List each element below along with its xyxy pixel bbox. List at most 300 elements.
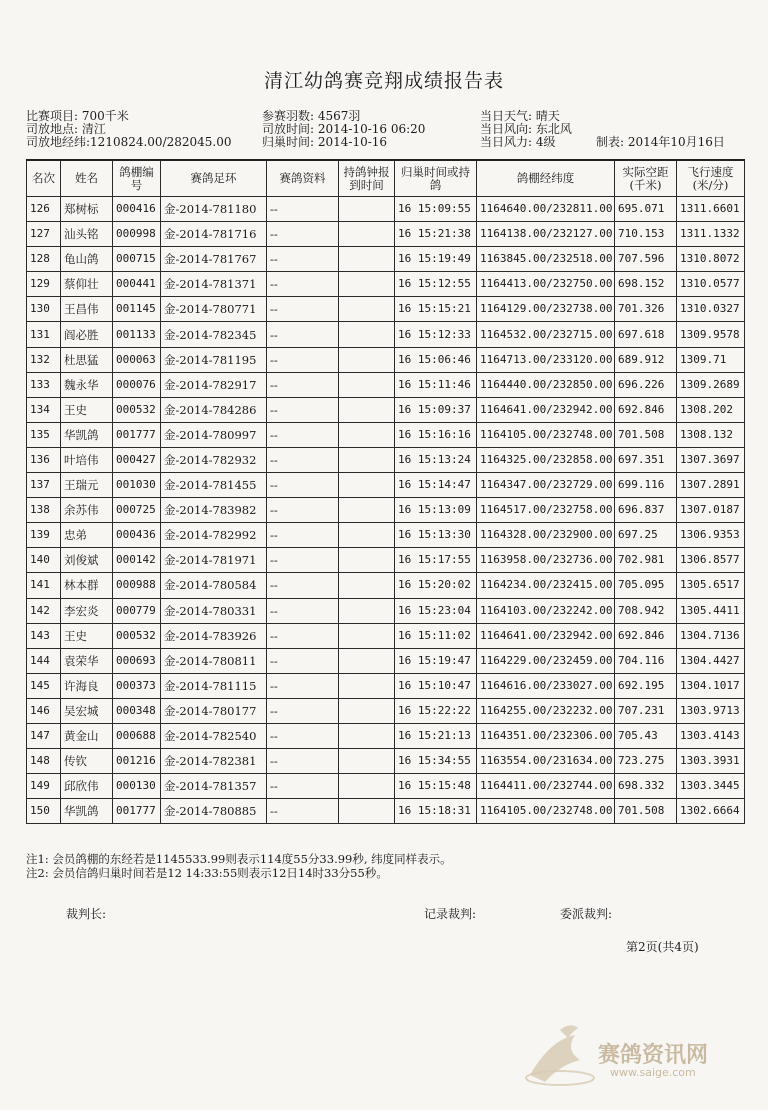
cell-info: --: [267, 473, 339, 498]
cell-info: --: [267, 749, 339, 774]
table-row: [27, 347, 745, 372]
cell-info: --: [267, 447, 339, 472]
cell-name: 阎必胜: [61, 322, 113, 347]
cell-ring: 金-2014-781180: [161, 197, 267, 222]
cell-ring: 金-2014-781115: [161, 673, 267, 698]
cell-speed: 1311.6601: [677, 197, 745, 222]
cell-rank: 127: [27, 222, 61, 247]
cell-return-time: 16 15:21:13: [395, 723, 477, 748]
cell-speed: 1310.8072: [677, 247, 745, 272]
cell-coords: 1164641.00/232942.00: [477, 623, 615, 648]
cell-rank: 150: [27, 799, 61, 824]
cell-rank: 132: [27, 347, 61, 372]
cell-loft-id: 000441: [113, 272, 161, 297]
cell-distance: 701.508: [615, 799, 677, 824]
cell-clock-time: [339, 272, 395, 297]
cell-name: 郑树标: [61, 197, 113, 222]
table-row: [27, 698, 745, 723]
cell-speed: 1307.0187: [677, 498, 745, 523]
table-row: [27, 799, 745, 824]
cell-clock-time: [339, 222, 395, 247]
cell-name: 余苏伟: [61, 498, 113, 523]
cell-distance: 698.332: [615, 774, 677, 799]
cell-speed: 1304.4427: [677, 648, 745, 673]
cell-speed: 1305.4411: [677, 598, 745, 623]
pigeon-logo-icon: [520, 1020, 600, 1090]
cell-ring: 金-2014-784286: [161, 397, 267, 422]
table-row: [27, 297, 745, 322]
cell-return-time: 16 15:11:02: [395, 623, 477, 648]
cell-clock-time: [339, 573, 395, 598]
cell-return-time: 16 15:17:55: [395, 548, 477, 573]
cell-loft-id: 000532: [113, 623, 161, 648]
cell-return-time: 16 15:34:55: [395, 749, 477, 774]
cell-rank: 135: [27, 422, 61, 447]
cell-speed: 1307.2891: [677, 473, 745, 498]
cell-distance: 689.912: [615, 347, 677, 372]
cell-coords: 1164229.00/232459.00: [477, 648, 615, 673]
cell-distance: 702.981: [615, 548, 677, 573]
report-title: 清江幼鸽赛竞翔成绩报告表: [263, 70, 504, 92]
cell-clock-time: [339, 698, 395, 723]
release-coords-label: 司放地经纬:1210824.00/282045.00: [26, 135, 232, 149]
cell-ring: 金-2014-781971: [161, 548, 267, 573]
cell-info: --: [267, 372, 339, 397]
chief-judge-label: 裁判长:: [66, 907, 107, 921]
cell-speed: 1303.4143: [677, 723, 745, 748]
cell-ring: 金-2014-780885: [161, 799, 267, 824]
cell-speed: 1311.1332: [677, 222, 745, 247]
cell-return-time: 16 15:12:33: [395, 322, 477, 347]
table-row: [27, 247, 745, 272]
cell-clock-time: [339, 799, 395, 824]
cell-info: --: [267, 322, 339, 347]
cell-return-time: 16 15:19:49: [395, 247, 477, 272]
cell-loft-id: 000142: [113, 548, 161, 573]
cell-loft-id: 001216: [113, 749, 161, 774]
cell-rank: 141: [27, 573, 61, 598]
header-loft-id: 鸽棚编号: [113, 160, 161, 197]
cell-clock-time: [339, 372, 395, 397]
cell-info: --: [267, 347, 339, 372]
cell-coords: 1163554.00/231634.00: [477, 749, 615, 774]
cell-name: 刘俊斌: [61, 548, 113, 573]
cell-return-time: 16 15:13:09: [395, 498, 477, 523]
header-return-time: 归巢时间或持鸽: [395, 160, 477, 197]
cell-speed: 1307.3697: [677, 447, 745, 472]
cell-info: --: [267, 573, 339, 598]
recording-judge-label: 记录裁判:: [424, 907, 477, 921]
cell-distance: 697.25: [615, 523, 677, 548]
cell-loft-id: 001133: [113, 322, 161, 347]
cell-return-time: 16 15:15:48: [395, 774, 477, 799]
table-row: [27, 623, 745, 648]
release-place-label: 司放地点: 清江: [26, 122, 106, 136]
cell-rank: 129: [27, 272, 61, 297]
cell-rank: 139: [27, 523, 61, 548]
cell-clock-time: [339, 723, 395, 748]
table-row: [27, 749, 745, 774]
cell-coords: 1163845.00/232518.00: [477, 247, 615, 272]
cell-ring: 金-2014-781455: [161, 473, 267, 498]
delegated-judge-label: 委派裁判:: [560, 907, 613, 921]
cell-ring: 金-2014-780331: [161, 598, 267, 623]
cell-clock-time: [339, 397, 395, 422]
cell-speed: 1308.132: [677, 422, 745, 447]
event-label: 比赛项目: 700千米: [26, 109, 129, 123]
header-clock-time: 持鸽钟报到时间: [339, 160, 395, 197]
cell-loft-id: 000427: [113, 447, 161, 472]
cell-speed: 1310.0327: [677, 297, 745, 322]
cell-ring: 金-2014-782540: [161, 723, 267, 748]
cell-return-time: 16 15:23:04: [395, 598, 477, 623]
cell-loft-id: 000063: [113, 347, 161, 372]
cell-ring: 金-2014-780811: [161, 648, 267, 673]
cell-coords: 1164234.00/232415.00: [477, 573, 615, 598]
cell-rank: 147: [27, 723, 61, 748]
entries-label: 参赛羽数: 4567羽: [262, 109, 361, 123]
return-time-label: 归巢时间: 2014-10-16: [262, 135, 388, 149]
cell-loft-id: 000130: [113, 774, 161, 799]
header-speed: 飞行速度(米/分): [677, 160, 745, 197]
cell-coords: 1164641.00/232942.00: [477, 397, 615, 422]
table-row: [27, 498, 745, 523]
cell-distance: 696.226: [615, 372, 677, 397]
table-row: [27, 473, 745, 498]
cell-ring: 金-2014-781357: [161, 774, 267, 799]
cell-speed: 1308.202: [677, 397, 745, 422]
cell-return-time: 16 15:14:47: [395, 473, 477, 498]
cell-ring: 金-2014-782992: [161, 523, 267, 548]
cell-clock-time: [339, 247, 395, 272]
cell-loft-id: 000998: [113, 222, 161, 247]
cell-rank: 126: [27, 197, 61, 222]
cell-loft-id: 000725: [113, 498, 161, 523]
cell-return-time: 16 15:11:46: [395, 372, 477, 397]
cell-ring: 金-2014-782932: [161, 447, 267, 472]
cell-clock-time: [339, 473, 395, 498]
table-row: [27, 774, 745, 799]
table-row: [27, 397, 745, 422]
cell-distance: 699.116: [615, 473, 677, 498]
header-rank: 名次: [27, 160, 61, 197]
cell-info: --: [267, 297, 339, 322]
cell-rank: 134: [27, 397, 61, 422]
release-time-label: 司放时间: 2014-10-16 06:20: [262, 122, 426, 136]
cell-speed: 1310.0577: [677, 272, 745, 297]
cell-clock-time: [339, 598, 395, 623]
header-info: 赛鸽资料: [267, 160, 339, 197]
cell-distance: 710.153: [615, 222, 677, 247]
cell-speed: 1303.3931: [677, 749, 745, 774]
cell-coords: 1164440.00/232850.00: [477, 372, 615, 397]
table-row: [27, 548, 745, 573]
cell-distance: 697.618: [615, 322, 677, 347]
cell-name: 黄金山: [61, 723, 113, 748]
cell-loft-id: 000988: [113, 573, 161, 598]
table-row: [27, 598, 745, 623]
cell-info: --: [267, 498, 339, 523]
cell-rank: 146: [27, 698, 61, 723]
cell-return-time: 16 15:13:24: [395, 447, 477, 472]
cell-ring: 金-2014-780584: [161, 573, 267, 598]
cell-ring: 金-2014-783982: [161, 498, 267, 523]
cell-rank: 130: [27, 297, 61, 322]
cell-ring: 金-2014-783926: [161, 623, 267, 648]
cell-info: --: [267, 222, 339, 247]
cell-speed: 1302.6664: [677, 799, 745, 824]
cell-distance: 723.275: [615, 749, 677, 774]
cell-info: --: [267, 648, 339, 673]
cell-rank: 128: [27, 247, 61, 272]
cell-coords: 1164255.00/232232.00: [477, 698, 615, 723]
cell-rank: 143: [27, 623, 61, 648]
cell-coords: 1164347.00/232729.00: [477, 473, 615, 498]
cell-name: 龟山鸽: [61, 247, 113, 272]
cell-loft-id: 000715: [113, 247, 161, 272]
cell-info: --: [267, 698, 339, 723]
cell-loft-id: 000416: [113, 197, 161, 222]
cell-distance: 692.195: [615, 673, 677, 698]
cell-rank: 142: [27, 598, 61, 623]
weather-label: 当日天气: 晴天: [480, 109, 560, 123]
header-distance: 实际空距(千米): [615, 160, 677, 197]
cell-name: 袁荣华: [61, 648, 113, 673]
cell-speed: 1306.9353: [677, 523, 745, 548]
cell-rank: 144: [27, 648, 61, 673]
cell-name: 杜思猛: [61, 347, 113, 372]
cell-loft-id: 000373: [113, 673, 161, 698]
cell-ring: 金-2014-782345: [161, 322, 267, 347]
cell-return-time: 16 15:09:55: [395, 197, 477, 222]
table-row: [27, 723, 745, 748]
cell-clock-time: [339, 623, 395, 648]
cell-coords: 1164325.00/232858.00: [477, 447, 615, 472]
cell-loft-id: 000436: [113, 523, 161, 548]
cell-return-time: 16 15:10:47: [395, 673, 477, 698]
wind-direction-label: 当日风向: 东北风: [480, 122, 572, 136]
cell-coords: 1164105.00/232748.00: [477, 799, 615, 824]
cell-clock-time: [339, 673, 395, 698]
cell-clock-time: [339, 422, 395, 447]
cell-distance: 705.095: [615, 573, 677, 598]
footnote-2: 注2: 会员信鸽归巢时间若是12 14:33:55则表示12日14时33分55秒。: [26, 866, 388, 880]
cell-name: 王瑞元: [61, 473, 113, 498]
watermark-title: 赛鸽资讯网: [598, 1043, 709, 1068]
cell-speed: 1303.9713: [677, 698, 745, 723]
table-row: [27, 648, 745, 673]
cell-name: 魏永华: [61, 372, 113, 397]
cell-distance: 701.508: [615, 422, 677, 447]
cell-clock-time: [339, 322, 395, 347]
table-row: [27, 272, 745, 297]
cell-info: --: [267, 523, 339, 548]
cell-coords: 1164103.00/232242.00: [477, 598, 615, 623]
cell-clock-time: [339, 648, 395, 673]
table-row: [27, 222, 745, 247]
cell-speed: 1304.1017: [677, 673, 745, 698]
cell-ring: 金-2014-780177: [161, 698, 267, 723]
cell-coords: 1164616.00/233027.00: [477, 673, 615, 698]
cell-speed: 1305.6517: [677, 573, 745, 598]
table-row: [27, 523, 745, 548]
cell-name: 许海良: [61, 673, 113, 698]
footnotes: [26, 852, 452, 880]
cell-distance: 704.116: [615, 648, 677, 673]
cell-ring: 金-2014-782381: [161, 749, 267, 774]
cell-rank: 136: [27, 447, 61, 472]
cell-speed: 1309.9578: [677, 322, 745, 347]
footnote-1: 注1: 会员鸽棚的东经若是1145533.99则表示114度55分33.99秒, 纬度同样表示。: [26, 852, 452, 866]
cell-info: --: [267, 598, 339, 623]
cell-rank: 138: [27, 498, 61, 523]
cell-coords: 1164413.00/232750.00: [477, 272, 615, 297]
cell-clock-time: [339, 498, 395, 523]
table-header-row: [27, 160, 745, 197]
cell-rank: 131: [27, 322, 61, 347]
table-row: [27, 573, 745, 598]
cell-clock-time: [339, 447, 395, 472]
cell-ring: 金-2014-781767: [161, 247, 267, 272]
cell-ring: 金-2014-780997: [161, 422, 267, 447]
cell-return-time: 16 15:16:16: [395, 422, 477, 447]
cell-distance: 692.846: [615, 397, 677, 422]
cell-clock-time: [339, 197, 395, 222]
cell-name: 蔡仰壮: [61, 272, 113, 297]
cell-coords: 1164129.00/232738.00: [477, 297, 615, 322]
cell-loft-id: 000779: [113, 598, 161, 623]
cell-coords: 1164105.00/232748.00: [477, 422, 615, 447]
cell-name: 传钦: [61, 749, 113, 774]
cell-distance: 698.152: [615, 272, 677, 297]
page-number: 第2页(共4页): [626, 940, 699, 954]
cell-name: 吴宏城: [61, 698, 113, 723]
table-row: [27, 673, 745, 698]
cell-info: --: [267, 247, 339, 272]
cell-name: 忠弟: [61, 523, 113, 548]
cell-name: 李宏炎: [61, 598, 113, 623]
cell-loft-id: 001145: [113, 297, 161, 322]
cell-info: --: [267, 623, 339, 648]
cell-rank: 148: [27, 749, 61, 774]
cell-loft-id: 000348: [113, 698, 161, 723]
cell-ring: 金-2014-782917: [161, 372, 267, 397]
cell-distance: 692.846: [615, 623, 677, 648]
cell-speed: 1304.7136: [677, 623, 745, 648]
cell-speed: 1306.8577: [677, 548, 745, 573]
cell-distance: 707.596: [615, 247, 677, 272]
cell-coords: 1164411.00/232744.00: [477, 774, 615, 799]
cell-return-time: 16 15:22:22: [395, 698, 477, 723]
watermark: [520, 1020, 730, 1090]
cell-return-time: 16 15:19:47: [395, 648, 477, 673]
cell-info: --: [267, 422, 339, 447]
cell-rank: 149: [27, 774, 61, 799]
cell-distance: 708.942: [615, 598, 677, 623]
cell-name: 叶培伟: [61, 447, 113, 472]
cell-return-time: 16 15:09:37: [395, 397, 477, 422]
header-coords: 鸽棚经纬度: [477, 160, 615, 197]
cell-speed: 1303.3445: [677, 774, 745, 799]
cell-ring: 金-2014-781371: [161, 272, 267, 297]
cell-return-time: 16 15:21:38: [395, 222, 477, 247]
cell-coords: 1164351.00/232306.00: [477, 723, 615, 748]
cell-rank: 133: [27, 372, 61, 397]
cell-name: 王史: [61, 397, 113, 422]
cell-info: --: [267, 673, 339, 698]
cell-distance: 707.231: [615, 698, 677, 723]
cell-coords: 1164138.00/232127.00: [477, 222, 615, 247]
cell-return-time: 16 15:20:02: [395, 573, 477, 598]
cell-return-time: 16 15:18:31: [395, 799, 477, 824]
cell-coords: 1164713.00/233120.00: [477, 347, 615, 372]
cell-distance: 695.071: [615, 197, 677, 222]
cell-loft-id: 000688: [113, 723, 161, 748]
cell-speed: 1309.71: [677, 347, 745, 372]
cell-clock-time: [339, 297, 395, 322]
cell-clock-time: [339, 347, 395, 372]
cell-name: 汕头铭: [61, 222, 113, 247]
cell-clock-time: [339, 774, 395, 799]
cell-info: --: [267, 197, 339, 222]
cell-info: --: [267, 272, 339, 297]
cell-ring: 金-2014-781716: [161, 222, 267, 247]
cell-coords: 1163958.00/232736.00: [477, 548, 615, 573]
table-row: [27, 197, 745, 222]
cell-info: --: [267, 548, 339, 573]
cell-loft-id: 000693: [113, 648, 161, 673]
cell-clock-time: [339, 523, 395, 548]
cell-info: --: [267, 723, 339, 748]
cell-rank: 145: [27, 673, 61, 698]
table-row: [27, 447, 745, 472]
cell-info: --: [267, 799, 339, 824]
cell-info: --: [267, 397, 339, 422]
cell-loft-id: 001777: [113, 799, 161, 824]
header-ring: 赛鸽足环: [161, 160, 267, 197]
cell-name: 华凯鸽: [61, 422, 113, 447]
cell-name: 华凯鸽: [61, 799, 113, 824]
cell-name: 王史: [61, 623, 113, 648]
cell-coords: 1164532.00/232715.00: [477, 322, 615, 347]
cell-info: --: [267, 774, 339, 799]
cell-rank: 140: [27, 548, 61, 573]
cell-ring: 金-2014-781195: [161, 347, 267, 372]
cell-clock-time: [339, 548, 395, 573]
cell-distance: 696.837: [615, 498, 677, 523]
cell-return-time: 16 15:12:55: [395, 272, 477, 297]
table-row: [27, 322, 745, 347]
cell-rank: 137: [27, 473, 61, 498]
cell-loft-id: 001777: [113, 422, 161, 447]
cell-ring: 金-2014-780771: [161, 297, 267, 322]
cell-return-time: 16 15:15:21: [395, 297, 477, 322]
cell-name: 林本群: [61, 573, 113, 598]
cell-distance: 697.351: [615, 447, 677, 472]
table-row: [27, 422, 745, 447]
cell-speed: 1309.2689: [677, 372, 745, 397]
wind-force-label: 当日风力: 4级: [480, 135, 556, 149]
cell-coords: 1164328.00/232900.00: [477, 523, 615, 548]
cell-return-time: 16 15:06:46: [395, 347, 477, 372]
cell-name: 王昌伟: [61, 297, 113, 322]
cell-distance: 701.326: [615, 297, 677, 322]
cell-clock-time: [339, 749, 395, 774]
cell-loft-id: 000532: [113, 397, 161, 422]
cell-name: 邱欣伟: [61, 774, 113, 799]
cell-loft-id: 001030: [113, 473, 161, 498]
table-row: [27, 372, 745, 397]
